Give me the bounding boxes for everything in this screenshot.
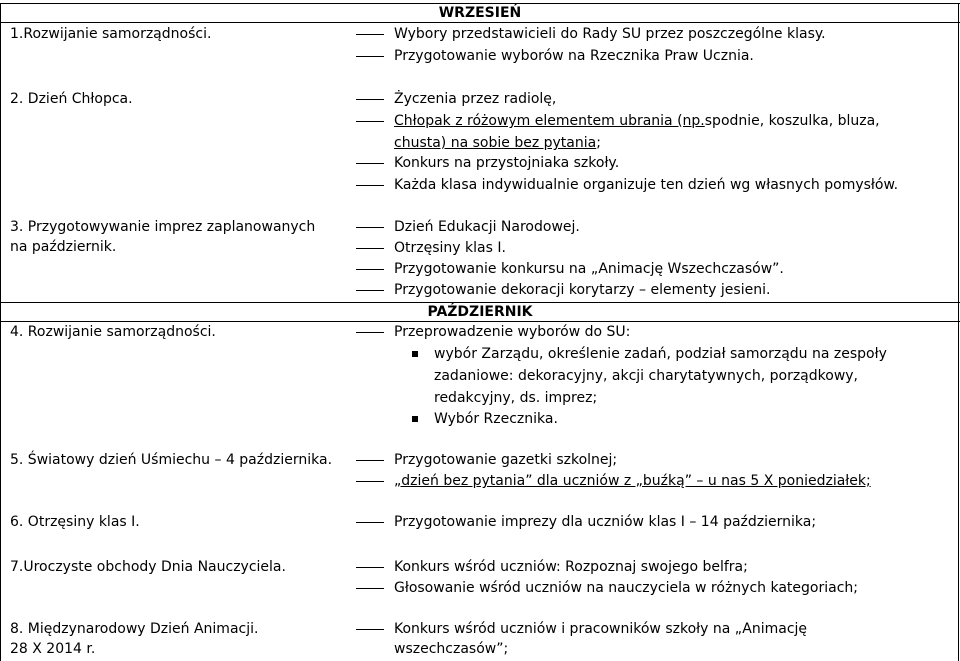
list-item-text: Głosowanie wśród uczniów na nauczyciela w różnych kategoriach; xyxy=(394,580,858,596)
dash-bullet xyxy=(356,588,384,589)
list-item-text: Każda klasa indywidualnie organizuje ten dzień wg własnych pomysłów. xyxy=(394,177,899,193)
plain-text: ; xyxy=(596,135,601,151)
section-title-5: 5. Światowy dzień Uśmiechu – 4 października. xyxy=(10,452,333,468)
section-title-6: 6. Otrzęsiny klas I. xyxy=(10,514,140,530)
month-header-september: WRZESIEŃ xyxy=(438,5,522,21)
section-title-8-line-2: 28 X 2014 r. xyxy=(10,641,96,657)
section-title-2: 2. Dzień Chłopca. xyxy=(10,91,133,107)
list-item-text: wszechczasów”; xyxy=(394,641,509,657)
sub-list-item-continuation: zadaniowe: dekoracyjny, akcji charytatywnych, porządkowy, xyxy=(434,368,858,384)
september-header-rule xyxy=(0,22,960,23)
sub-list-item-text: Wybór Rzecznika. xyxy=(434,411,558,427)
dash-bullet xyxy=(356,567,384,568)
dash-bullet xyxy=(356,460,384,461)
dash-bullet xyxy=(356,629,384,630)
list-item-text: Przygotowanie wyborów na Rzecznika Praw Ucznia. xyxy=(394,48,754,64)
section-title-3-line-2: na październik. xyxy=(10,239,117,255)
list-item-text xyxy=(394,133,601,153)
dash-bullet xyxy=(356,269,384,270)
section-title-4: 4. Rozwijanie samorządności. xyxy=(10,324,216,340)
list-item-text: Konkurs wśród uczniów i pracowników szkoły na „Animację xyxy=(394,621,808,637)
dash-bullet xyxy=(356,290,384,291)
dash-bullet xyxy=(356,121,384,122)
section-title-7: 7.Uroczyste obchody Dnia Nauczyciela. xyxy=(10,559,286,575)
list-item-text: Przygotowanie imprezy dla uczniów klas I – 14 października; xyxy=(394,514,817,530)
dash-bullet xyxy=(356,481,384,482)
dash-bullet xyxy=(356,522,384,523)
dash-bullet xyxy=(356,185,384,186)
dash-bullet xyxy=(356,56,384,57)
dash-bullet xyxy=(356,227,384,228)
square-bullet-icon xyxy=(412,351,418,357)
dash-bullet xyxy=(356,248,384,249)
list-item-text: Wybory przedstawicieli do Rady SU przez poszczególne klasy. xyxy=(394,26,826,42)
section-title-1: 1.Rozwijanie samorządności. xyxy=(10,26,212,42)
dash-bullet xyxy=(356,99,384,100)
list-item-text: Dzień Edukacji Narodowej. xyxy=(394,219,580,235)
section-title-8-line-1: 8. Międzynarodowy Dzień Animacji. xyxy=(10,621,259,637)
list-item-text: Przeprowadzenie wyborów do SU: xyxy=(394,324,631,340)
section-title-8 xyxy=(10,619,345,659)
dash-bullet xyxy=(356,163,384,164)
dash-bullet xyxy=(356,332,384,333)
list-item-text: Przygotowanie gazetki szkolnej; xyxy=(394,452,618,468)
section-title-3-line-1: 3. Przygotowywanie imprez zaplanowanych xyxy=(10,219,316,235)
sub-list-item-continuation: redakcyjny, ds. imprez; xyxy=(434,390,598,406)
list-item-text: Przygotowanie dekoracji korytarzy – elementy jesieni. xyxy=(394,282,771,298)
list-item-text: Przygotowanie konkursu na „Animację Wszechczasów”. xyxy=(394,261,784,277)
list-item-text: Konkurs na przystojniaka szkoły. xyxy=(394,155,620,171)
list-item-text: „dzień bez pytania” dla uczniów z „buźką” – u nas 5 X poniedziałek; xyxy=(394,473,871,489)
list-item-text: Życzenia przez radiolę, xyxy=(394,91,557,107)
table-left-border xyxy=(0,3,1,661)
list-item-text xyxy=(394,111,880,131)
underlined-text: Chłopak z różowym elementem ubrania (np. xyxy=(394,113,705,129)
table-right-border xyxy=(958,3,959,661)
plain-text: spodnie, koszulka, bluza, xyxy=(704,113,880,129)
sub-list-item-text: wybór Zarządu, określenie zadań, podział samorządu na zespoły xyxy=(434,346,887,362)
list-item-text: Otrzęsiny klas I. xyxy=(394,240,506,256)
month-header-october: PAŹDZIERNIK xyxy=(427,304,533,320)
list-item-text: Konkurs wśród uczniów: Rozpoznaj swojego belfra; xyxy=(394,559,748,575)
underlined-text: chusta) na sobie bez pytania xyxy=(394,135,597,151)
square-bullet-icon xyxy=(412,416,418,422)
section-title-3 xyxy=(10,217,345,257)
dash-bullet xyxy=(356,34,384,35)
